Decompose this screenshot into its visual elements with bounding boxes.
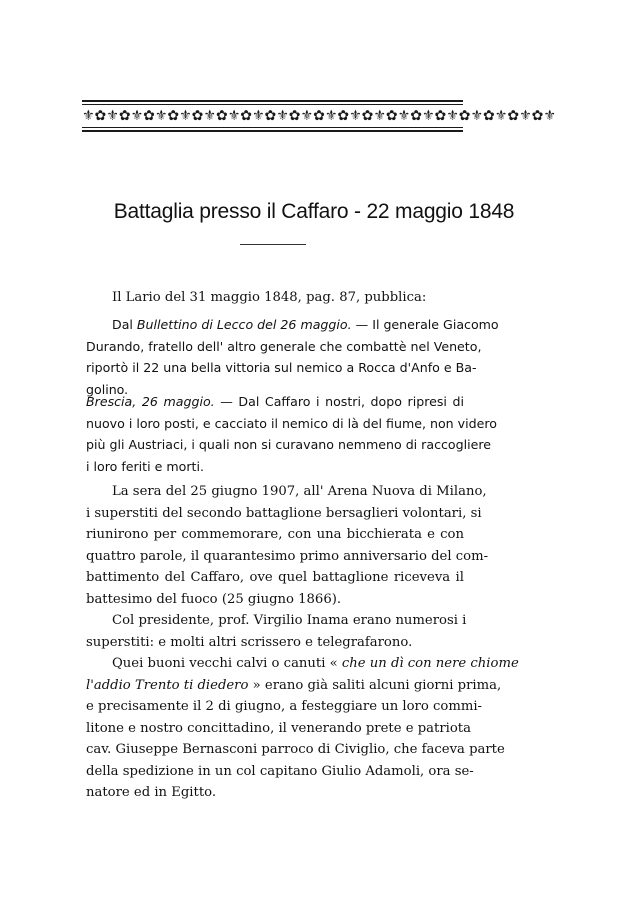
ornament-rule xyxy=(82,104,463,105)
text-line: battimento del Caffaro, ove quel battaglione riceveva il xyxy=(86,570,464,585)
quotation: l'addio Trento ti diedero xyxy=(86,677,249,693)
text-line: della spedizione in un col capitano Giulio Adamoli, ora se- xyxy=(86,763,474,779)
text-line: battesimo del fuoco (25 giugno 1866). xyxy=(86,591,342,607)
text-line: golino. xyxy=(86,381,129,397)
text-line: litone e nostro concittadino, il venerando prete e patriota xyxy=(86,720,471,736)
paragraph-brescia xyxy=(86,391,497,477)
text-line: Col presidente, prof. Virgilio Inama erano numerosi i xyxy=(112,613,467,628)
text-line: nuovo i loro posti, e cacciato il nemico di là del fiume, non videro xyxy=(86,415,497,431)
text-line: Quei buoni vecchi calvi o canuti « che un dì con nere chiome xyxy=(112,656,519,671)
source-citation: Bullettino di Lecco del 26 maggio. xyxy=(136,317,352,332)
text-line: La sera del 25 giugno 1907, all' Arena Nuova di Milano, xyxy=(112,484,487,499)
text-line: e precisamente il 2 di giugno, a festeggiare un loro commi- xyxy=(86,699,483,714)
text-line: riportò il 22 una bella vittoria sul nemico a Rocca d'Anfo e Ba- xyxy=(86,360,477,375)
text-line: Durando, fratello dell' altro generale che combattè nel Veneto, xyxy=(86,338,482,354)
page-title: Battaglia presso il Caffaro - 22 maggio 1848 xyxy=(113,200,515,223)
text-line: natore ed in Egitto. xyxy=(86,785,217,800)
ornament-band: ⚜✿⚜✿⚜✿⚜✿⚜✿⚜✿⚜✿⚜✿⚜✿⚜✿⚜✿⚜✿⚜✿⚜✿⚜✿⚜✿⚜✿⚜✿⚜✿⚜ xyxy=(82,108,556,124)
paragraph-bullettino xyxy=(86,314,499,400)
dateline: Brescia, 26 maggio. xyxy=(86,394,215,409)
text-line: Dal Bullettino di Lecco del 26 maggio. — Il generale Giacomo xyxy=(112,317,499,332)
decorative-header-ornament xyxy=(82,94,556,132)
ornament-rule xyxy=(82,100,463,102)
text-line: Brescia, 26 maggio. — Dal Caffaro i nostri, dopo ripresi di xyxy=(86,394,464,409)
text-line: più gli Austriaci, i quali non si curavano nemmeno di raccogliere xyxy=(86,437,492,452)
text-line: superstiti: e molti altri scrissero e telegrafarono. xyxy=(86,634,413,650)
ornament-rule xyxy=(82,127,463,128)
quotation: che un dì con nere chiome xyxy=(341,656,519,671)
text-line: quattro parole, il quarantesimo primo anniversario del com- xyxy=(86,548,489,564)
text-line: riunirono per commemorare, con una bicchierata e con xyxy=(86,527,464,542)
body-text xyxy=(86,481,519,804)
intro-line: Il Lario del 31 maggio 1848, pag. 87, pubblica: xyxy=(112,290,427,305)
title-divider xyxy=(240,244,306,245)
intro-paragraph xyxy=(86,287,464,309)
text-line: l'addio Trento ti diedero » erano già saliti alcuni giorni prima, xyxy=(86,677,502,693)
text-line: i loro feriti e morti. xyxy=(86,458,204,474)
text-line: cav. Giuseppe Bernasconi parroco di Civiglio, che faceva parte xyxy=(86,742,505,757)
text-line: i superstiti del secondo battaglione bersaglieri volontari, si xyxy=(86,505,482,521)
ornament-rule xyxy=(82,130,463,132)
